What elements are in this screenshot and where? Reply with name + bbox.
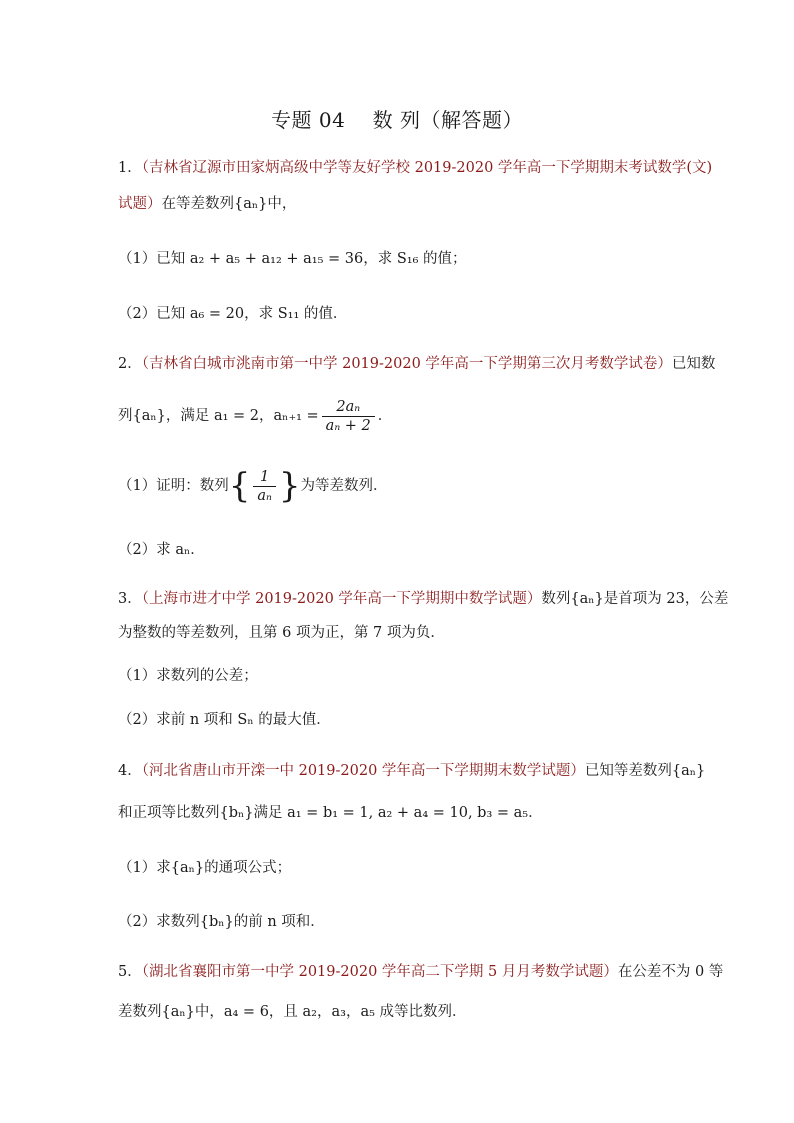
problem-4-line-1 xyxy=(118,761,718,781)
problem-source: （上海市进才中学 2019-2020 学年高一下学期期中数学试题） xyxy=(141,591,542,607)
recurrence-fraction xyxy=(322,398,375,435)
problem-number: 5． xyxy=(118,964,142,980)
problem-1-line-2 xyxy=(118,194,718,214)
problem-stem: 在公差不为 0 等 xyxy=(617,964,724,980)
part-text: （1）证明：数列 xyxy=(118,478,229,494)
fraction-denominator: aₙ + 2 xyxy=(325,417,371,434)
fraction-denominator: aₙ xyxy=(257,487,272,504)
problem-3-line-2: 为整数的等差数列，且第 6 项为正，第 7 项为负． xyxy=(118,625,445,641)
left-brace: { xyxy=(228,466,251,506)
problem-stem: 已知等差数列{aₙ} xyxy=(584,763,706,779)
fraction-numerator: 1 xyxy=(253,468,276,487)
right-brace: } xyxy=(278,466,301,506)
problem-1-line-1 xyxy=(118,158,718,178)
problem-source: （吉林省辽源市田家炳高级中学等友好学校 2019-2020 学年高一下学期期末考试数学(文) xyxy=(141,160,713,176)
problem-number: 4． xyxy=(118,763,142,779)
problem-stem: 在等差数列{aₙ}中， xyxy=(161,196,297,212)
problem-stem: 列{aₙ}，满足 a₁ = 2，aₙ₊₁ = xyxy=(118,408,319,424)
problem-source: （吉林省白城市洮南市第一中学 2019-2020 学年高一下学期第三次月考数学试卷） xyxy=(141,356,672,372)
problem-3-part-1: （1）求数列的公差； xyxy=(118,668,258,684)
problem-stem: 数列{aₙ}是首项为 23，公差 xyxy=(541,591,729,607)
problem-2-part-2: （2）求 aₙ． xyxy=(118,542,205,558)
problem-3-part-2: （2）求前 n 项和 Sₙ 的最大值． xyxy=(118,712,331,728)
problem-5-line-1 xyxy=(118,962,724,982)
problem-1-part-2: （2）已知 a₆ = 20，求 S₁₁ 的值． xyxy=(118,306,348,322)
problem-1-part-1: （1）已知 a₂ + a₅ + a₁₂ + a₁₅ = 36，求 S₁₆ 的值； xyxy=(118,251,467,267)
problem-3-line-1 xyxy=(118,589,729,609)
problem-2-line-2 xyxy=(118,396,718,436)
problem-4-line-2: 和正项等比数列{bₙ}满足 a₁ = b₁ = 1, a₂ + a₄ = 10, b₃ = a₅． xyxy=(118,805,543,821)
problem-stem: 已知数 xyxy=(671,356,716,372)
problem-stem-end: ． xyxy=(377,408,393,424)
problem-4-part-1: （1）求{aₙ}的通项公式； xyxy=(118,860,292,876)
page-title: 专题 04 数 列（解答题） xyxy=(270,108,524,132)
problem-source-cont: 试题） xyxy=(118,196,162,212)
problem-number: 1． xyxy=(118,160,142,176)
fraction-numerator: 2aₙ xyxy=(322,398,375,417)
problem-number: 2． xyxy=(118,356,142,372)
reciprocal-fraction xyxy=(253,468,276,505)
problem-4-part-2: （2）求数列{bₙ}的前 n 项和． xyxy=(118,914,325,930)
problem-5-line-2: 差数列{aₙ}中，a₄ = 6，且 a₂，a₃，a₅ 成等比数列． xyxy=(118,1004,467,1020)
problem-2-line-1 xyxy=(118,354,718,374)
problem-2-part-1 xyxy=(118,464,718,508)
part-text: 为等差数列． xyxy=(300,478,388,494)
problem-number: 3． xyxy=(118,591,142,607)
problem-source: （河北省唐山市开滦一中 2019-2020 学年高一下学期期末数学试题） xyxy=(141,763,585,779)
problem-source: （湖北省襄阳市第一中学 2019-2020 学年高二下学期 5 月月考数学试题） xyxy=(141,964,618,980)
